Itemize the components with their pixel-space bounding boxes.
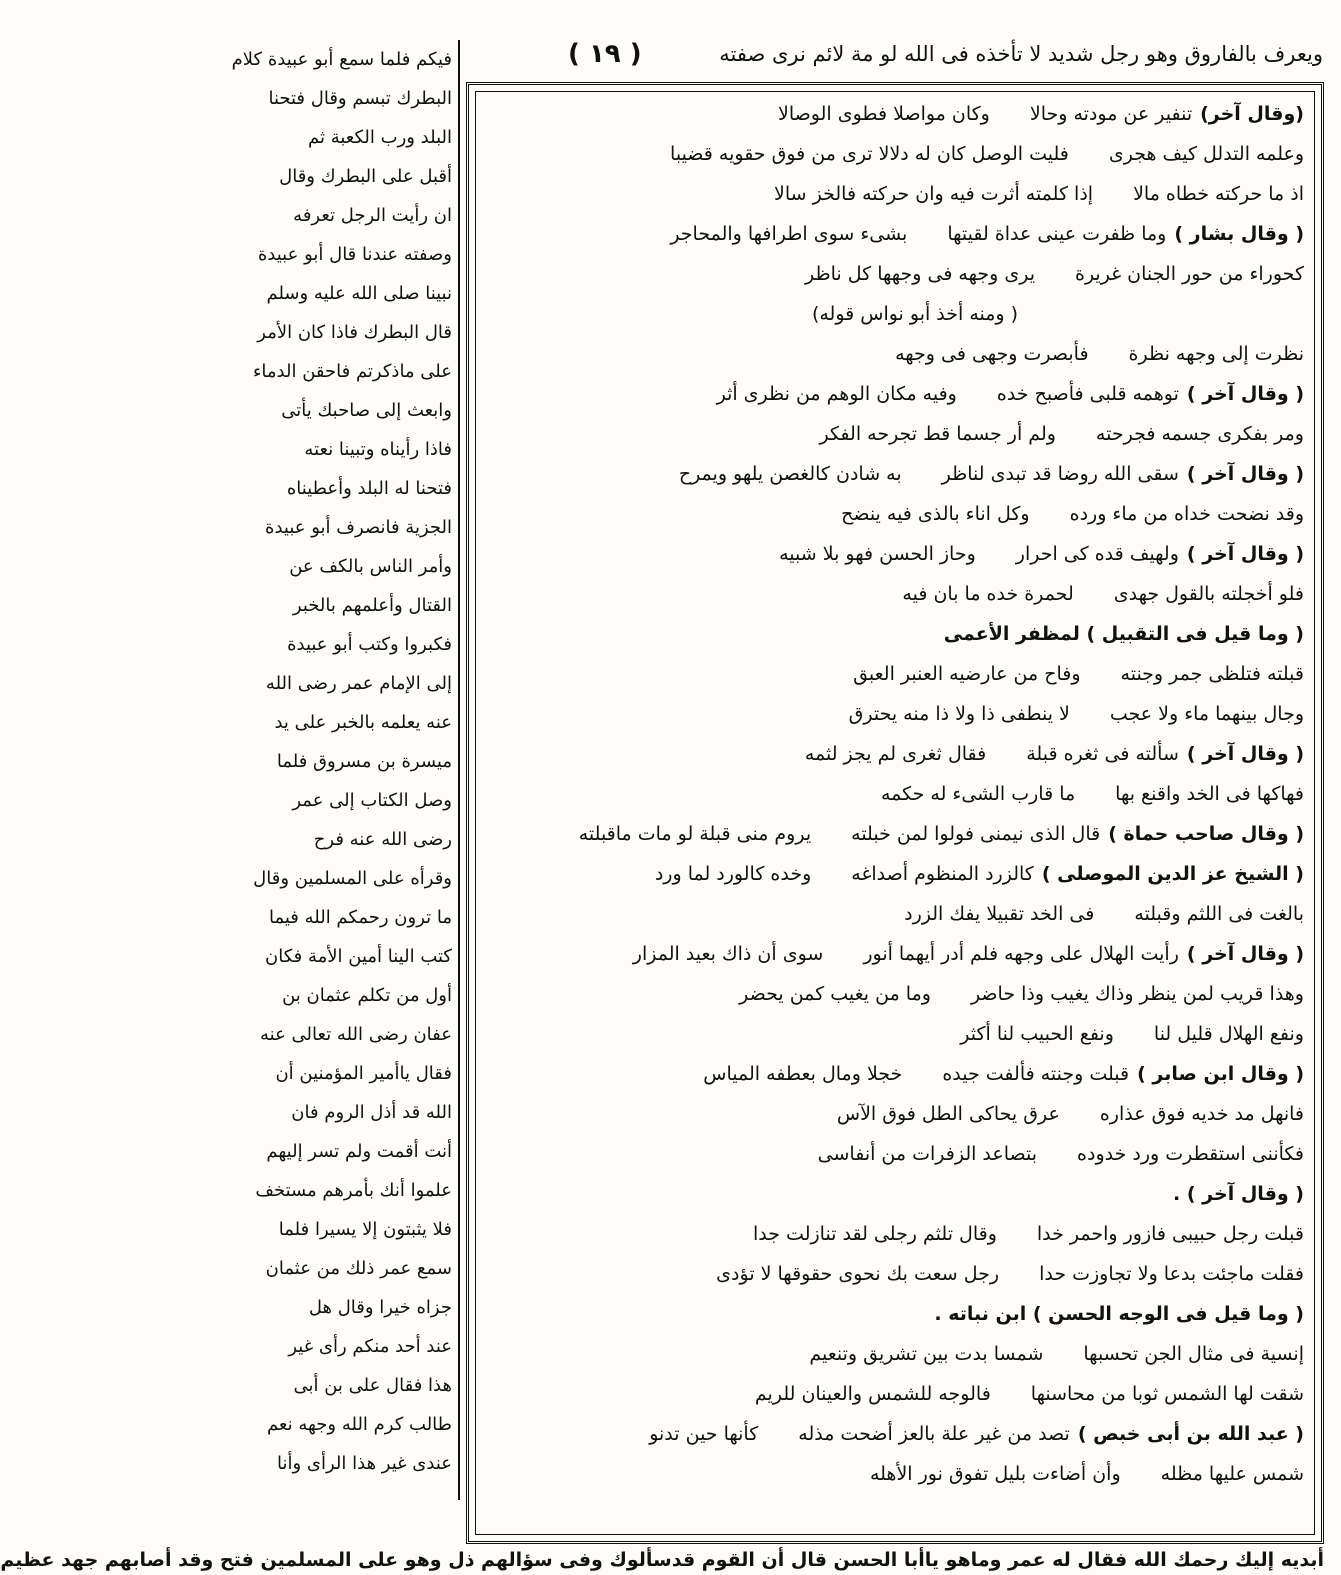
side-text-line: القتال وأعلمهم بالخبر [292,595,452,616]
verse-first-hemistich: تنفير عن مودته وحالا [1029,103,1193,125]
verse-first-hemistich: نظرت إلى وجهه نظرة [1128,343,1304,365]
verse-second-hemistich: وما من يغيب كمن يحضر [739,983,931,1005]
verse-line [486,254,1304,294]
main-verse-inner-frame [475,91,1315,1535]
side-text-line: فلا يثبتون إلا يسيرا فلما [278,1219,452,1240]
verse-first-hemistich: قال الذى نيمنى فولوا لمن خبلته [851,823,1101,845]
side-text-line: علموا أنك بأمرهم مستخف [255,1180,452,1201]
side-text-line: وقرأه على المسلمين وقال [253,868,452,889]
verse-line [486,1454,1304,1494]
header-text: ويعرف بالفاروق وهو رجل شديد لا تأخذه فى الله لو مة لائم نرى صفته [719,42,1323,66]
side-text-line: ان رأيت الرجل تعرفه [293,205,452,226]
side-text-line: الله قد أذل الروم فان [291,1102,452,1123]
verse-attribution: ( وقال ابن صابر ) [1137,1063,1304,1085]
side-text-line: رضى الله عنه فرح [313,829,452,850]
verse-first-hemistich: وما ظفرت عينى عداة لقيتها [947,223,1167,245]
verse-second-hemistich: ولم أر جسما قط تجرحه الفكر [819,423,1056,445]
verse-second-hemistich: عرق يحاكى الطل فوق الآس [836,1103,1060,1125]
verse-second-hemistich: ما قارب الشىء له حكمه [880,783,1076,805]
side-text-line: إلى الإمام عمر رضى الله [265,673,452,694]
verse-line [486,214,1304,254]
verse-second-hemistich: سوى أن ذاك بعيد المزار [632,943,824,965]
verse-first-hemistich: تصد من غير علة بالعز أضحت مذله [798,1423,1070,1445]
verse-second-hemistich: بتصاعد الزفرات من أنفاسى [817,1143,1038,1165]
side-text-line: فيكم فلما سمع أبو عبيدة كلام [231,49,452,70]
side-text-line: وابعث إلى صاحبك يأتى [281,400,452,421]
verse-second-hemistich: كأنها حين تدنو [649,1423,759,1445]
side-text-line: أول من تكلم عثمان بن [282,985,452,1006]
verse-first-hemistich: فكأننى استقطرت ورد خدوده [1077,1143,1304,1165]
verse-second-hemistich: فأبصرت وجهى فى وجهه [895,343,1089,365]
verse-line [486,814,1304,854]
side-text-line: على ماذكرتم فاحقن الدماء [252,361,452,382]
side-text-line: جزاه خيرا وقال هل [308,1297,452,1318]
verse-second-hemistich: خجلا ومال بعطفه المياس [703,1063,903,1085]
verse-second-hemistich: شمسا بدت بين تشريق وتنعيم [809,1343,1044,1365]
verse-first-hemistich: شمس عليها مظله [1160,1463,1304,1485]
main-verse-box [466,82,1324,1544]
verse-second-hemistich: بشىء سوى اطرافها والمحاجر [670,223,908,245]
verse-line [486,734,1304,774]
footer-line: أبديه إليك رحمك الله فقال له عمر وماهو ياأبا الحسن قال أن القوم قدسألوك وفى سؤالهم ذل وهو على المسلمين فتح وقد أصابهم جهد عظيم [0,1549,1324,1571]
verse-line [486,1094,1304,1134]
side-text-line: طالب كرم الله وجهه نعم [266,1414,452,1435]
verse-line [486,1054,1304,1094]
verse-line [486,1134,1304,1174]
verse-first-hemistich: سألته فى ثغره قبلة [1026,743,1179,765]
verse-line [486,534,1304,574]
verse-line [486,694,1304,734]
verse-line [486,374,1304,414]
verse-second-hemistich: وقال تلثم رجلى لقد تنازلت جدا [753,1223,997,1245]
verse-attribution: (وقال آخر) [1200,103,1304,125]
verse-attribution: ( الشيخ عز الدين الموصلى ) [1041,863,1304,885]
verse-second-hemistich: وفيه مكان الوهم من نظرى أثر [716,383,957,405]
verse-line [486,1254,1304,1294]
verse-line [486,1014,1304,1054]
verse-second-hemistich: يرى وجهه فى وجهها كل ناظر [805,263,1035,285]
verse-second-hemistich: وفاح من عارضيه العنبر العبق [853,663,1081,685]
verse-attribution: ( وقال آخر ) [1186,383,1304,405]
verse-attribution: ( وقال آخر ) [1186,543,1304,565]
verse-second-hemistich: وحاز الحسن فهو بلا شبيه [779,543,976,565]
verse-line [486,94,1304,134]
verse-line [486,854,1304,894]
verse-line [486,1414,1304,1454]
verse-line [486,894,1304,934]
verse-second-hemistich: لحمرة خده ما بان فيه [902,583,1074,605]
verse-attribution: ( عبد الله بن أبى خبص ) [1077,1423,1304,1445]
verse-first-hemistich: كالزرد المنظوم أصداغه [851,863,1034,885]
verse-second-hemistich: وأن أضاءت بليل تفوق نور الأهله [869,1463,1121,1485]
verse-second-hemistich: فى الخد تقبيلا يفك الزرد [904,903,1095,925]
side-text-line: فكبروا وكتب أبو عبيدة [287,634,452,655]
side-text-line: عندى غير هذا الرأى وأنا [276,1453,452,1474]
side-text-line: هذا فقال على بن أبى [293,1375,452,1396]
side-text-line: فاذا رأيناه وتبينا نعته [304,439,452,460]
verse-second-hemistich: ونفع الحبيب لنا أكثر [960,1023,1114,1045]
side-text-line: عنه يعلمه بالخبر على يد [274,712,452,733]
verse-line [486,1174,1304,1214]
verse-first-hemistich: شقت لها الشمس ثوبا من محاسنها [1030,1383,1304,1405]
verse-line [486,414,1304,454]
verse-line [486,454,1304,494]
verse-first-hemistich: وجال بينهما ماء ولا عجب [1109,703,1304,725]
side-text-line: البطرك تبسم وقال فتحنا [268,88,452,109]
verse-line [486,974,1304,1014]
verse-attribution: ( وقال آخر ) [1186,943,1304,965]
verse-second-hemistich: وخده كالورد لما ورد [654,863,812,885]
verse-second-hemistich: رجل سعت بك نحوى حقوقها لا تؤدى [716,1263,1000,1285]
verse-first-hemistich: ونفع الهلال قليل لنا [1153,1023,1304,1045]
verse-attribution: ( وقال بشار ) [1174,223,1304,245]
side-text-line: فتحنا له البلد وأعطيناه [286,478,452,499]
verse-second-hemistich: يروم منى قبلة لو مات ماقبلته [578,823,812,845]
verse-line [486,174,1304,214]
side-text-line: نبينا صلى الله عليه وسلم [266,283,452,304]
side-text-line: الجزية فانصرف أبو عبيدة [265,517,452,538]
verse-second-hemistich: إذا كلمته أثرت فيه وان حركته فالخز سالا [774,183,1094,205]
verse-second-hemistich: وكان مواصلا فطوى الوصالا [778,103,990,125]
verse-second-hemistich: وكل اناء بالذى فيه ينضح [841,503,1030,525]
side-text-line: سمع عمر ذلك من عثمان [265,1258,452,1279]
verse-attribution: ( وقال صاحب حماة ) [1108,823,1304,845]
verse-second-hemistich: فليت الوصل كان له دلالا ترى من فوق حقويه قضيبا [670,143,1069,165]
side-column [228,40,460,1500]
side-text-line: قال البطرك فاذا كان الأمر [257,322,452,343]
verse-line [486,934,1304,974]
side-text-line: وصل الكتاب إلى عمر [292,790,452,811]
verse-attribution: ( وقال آخر ) [1186,743,1304,765]
verse-line [486,1214,1304,1254]
verse-first-hemistich: إنسية فى مثال الجن تحسبها [1083,1343,1304,1365]
side-text-line: عفان رضى الله تعالى عنه [260,1024,452,1045]
verse-first-hemistich: ولهيف قده كى احرار [1015,543,1179,565]
side-text-line: أقبل على البطرك وقال [279,166,452,187]
verse-first-hemistich: فهاكها فى الخد واقنع بها [1115,783,1304,805]
verse-first-hemistich: قبلته فتلظى جمر وجنته [1120,663,1304,685]
verse-first-hemistich: سقى الله روضا قد تبدى لناظر [941,463,1179,485]
page-number: ( ١٩ ) [568,39,642,69]
verse-first-hemistich: ( ومنه أخذ أبو نواس قوله) [811,303,1019,325]
verse-second-hemistich: لا ينطفى ذا ولا ذا منه يحترق [848,703,1070,725]
verse-line [486,654,1304,694]
verse-line [486,334,1304,374]
verse-second-hemistich: به شادن كالغصن يلهو ويمرح [678,463,902,485]
verse-second-hemistich: فالوجه للشمس والعينان للريم [754,1383,991,1405]
verse-attribution: ( وما قيل فى الوجه الحسن ) ابن نباته . [934,1303,1304,1325]
side-text-line: ما ترون رحمكم الله فيما [268,907,452,928]
verse-line [486,574,1304,614]
verse-first-hemistich: توهمه قلبى فأصبح خده [996,383,1179,405]
verse-attribution: ( وقال آخر ) [1186,463,1304,485]
verse-line [486,494,1304,534]
side-text-line: ميسرة بن مسروق فلما [276,751,452,772]
verse-first-hemistich: وعلمه التدلل كيف هجرى [1108,143,1304,165]
verse-second-hemistich: فقال ثغرى لم يجز لثمه [804,743,987,765]
verse-first-hemistich: كحوراء من حور الجنان غريرة [1074,263,1304,285]
side-text-line: أنت أقمت ولم تسر إليهم [266,1141,452,1162]
verse-line [486,1334,1304,1374]
verse-first-hemistich: رأيت الهلال على وجهه فلم أدر أيهما أنور [863,943,1179,965]
verse-first-hemistich: فلو أخجلته بالقول جهدى [1113,583,1304,605]
verse-first-hemistich: قبلت رجل حبيبى فازور واحمر خدا [1036,1223,1304,1245]
verse-first-hemistich: فانهل مد خديه فوق عذاره [1099,1103,1304,1125]
verse-first-hemistich: قبلت وجنته فألفت جيده [942,1063,1130,1085]
side-text-line: عند أحد منكم رأى غير [288,1336,452,1357]
verse-first-hemistich: ومر بفكرى جسمه فجرحته [1095,423,1304,445]
verse-line [486,1374,1304,1414]
verse-first-hemistich: اذ ما حركته خطاه مالا [1133,183,1304,205]
verse-first-hemistich: فقلت ماجئت بدعا ولا تجاوزت حدا [1039,1263,1304,1285]
verse-attribution: ( وما قيل فى التقبيل ) لمظفر الأعمى [943,623,1304,645]
verse-line [486,1294,1304,1334]
verse-line [486,774,1304,814]
side-text-line: وصفته عندنا قال أبو عبيدة [257,244,452,265]
header-line [478,34,1323,74]
verse-first-hemistich: وقد نضحت خداه من ماء ورده [1069,503,1304,525]
verse-line [486,614,1304,654]
verse-first-hemistich: بالغت فى اللثم وقبلته [1134,903,1304,925]
verse-line [486,134,1304,174]
verse-first-hemistich: وهذا قريب لمن ينظر وذاك يغيب وذا حاضر [970,983,1304,1005]
verse-attribution: ( وقال آخر ) . [1173,1183,1304,1205]
side-text-line: كتب الينا أمين الأمة فكان [265,946,452,967]
side-text-line: وأمر الناس بالكف عن [289,556,452,577]
side-text-line: البلد ورب الكعبة ثم [308,127,452,148]
side-text-line: فقال ياأمير المؤمنين أن [275,1063,452,1084]
verse-line [486,294,1304,334]
